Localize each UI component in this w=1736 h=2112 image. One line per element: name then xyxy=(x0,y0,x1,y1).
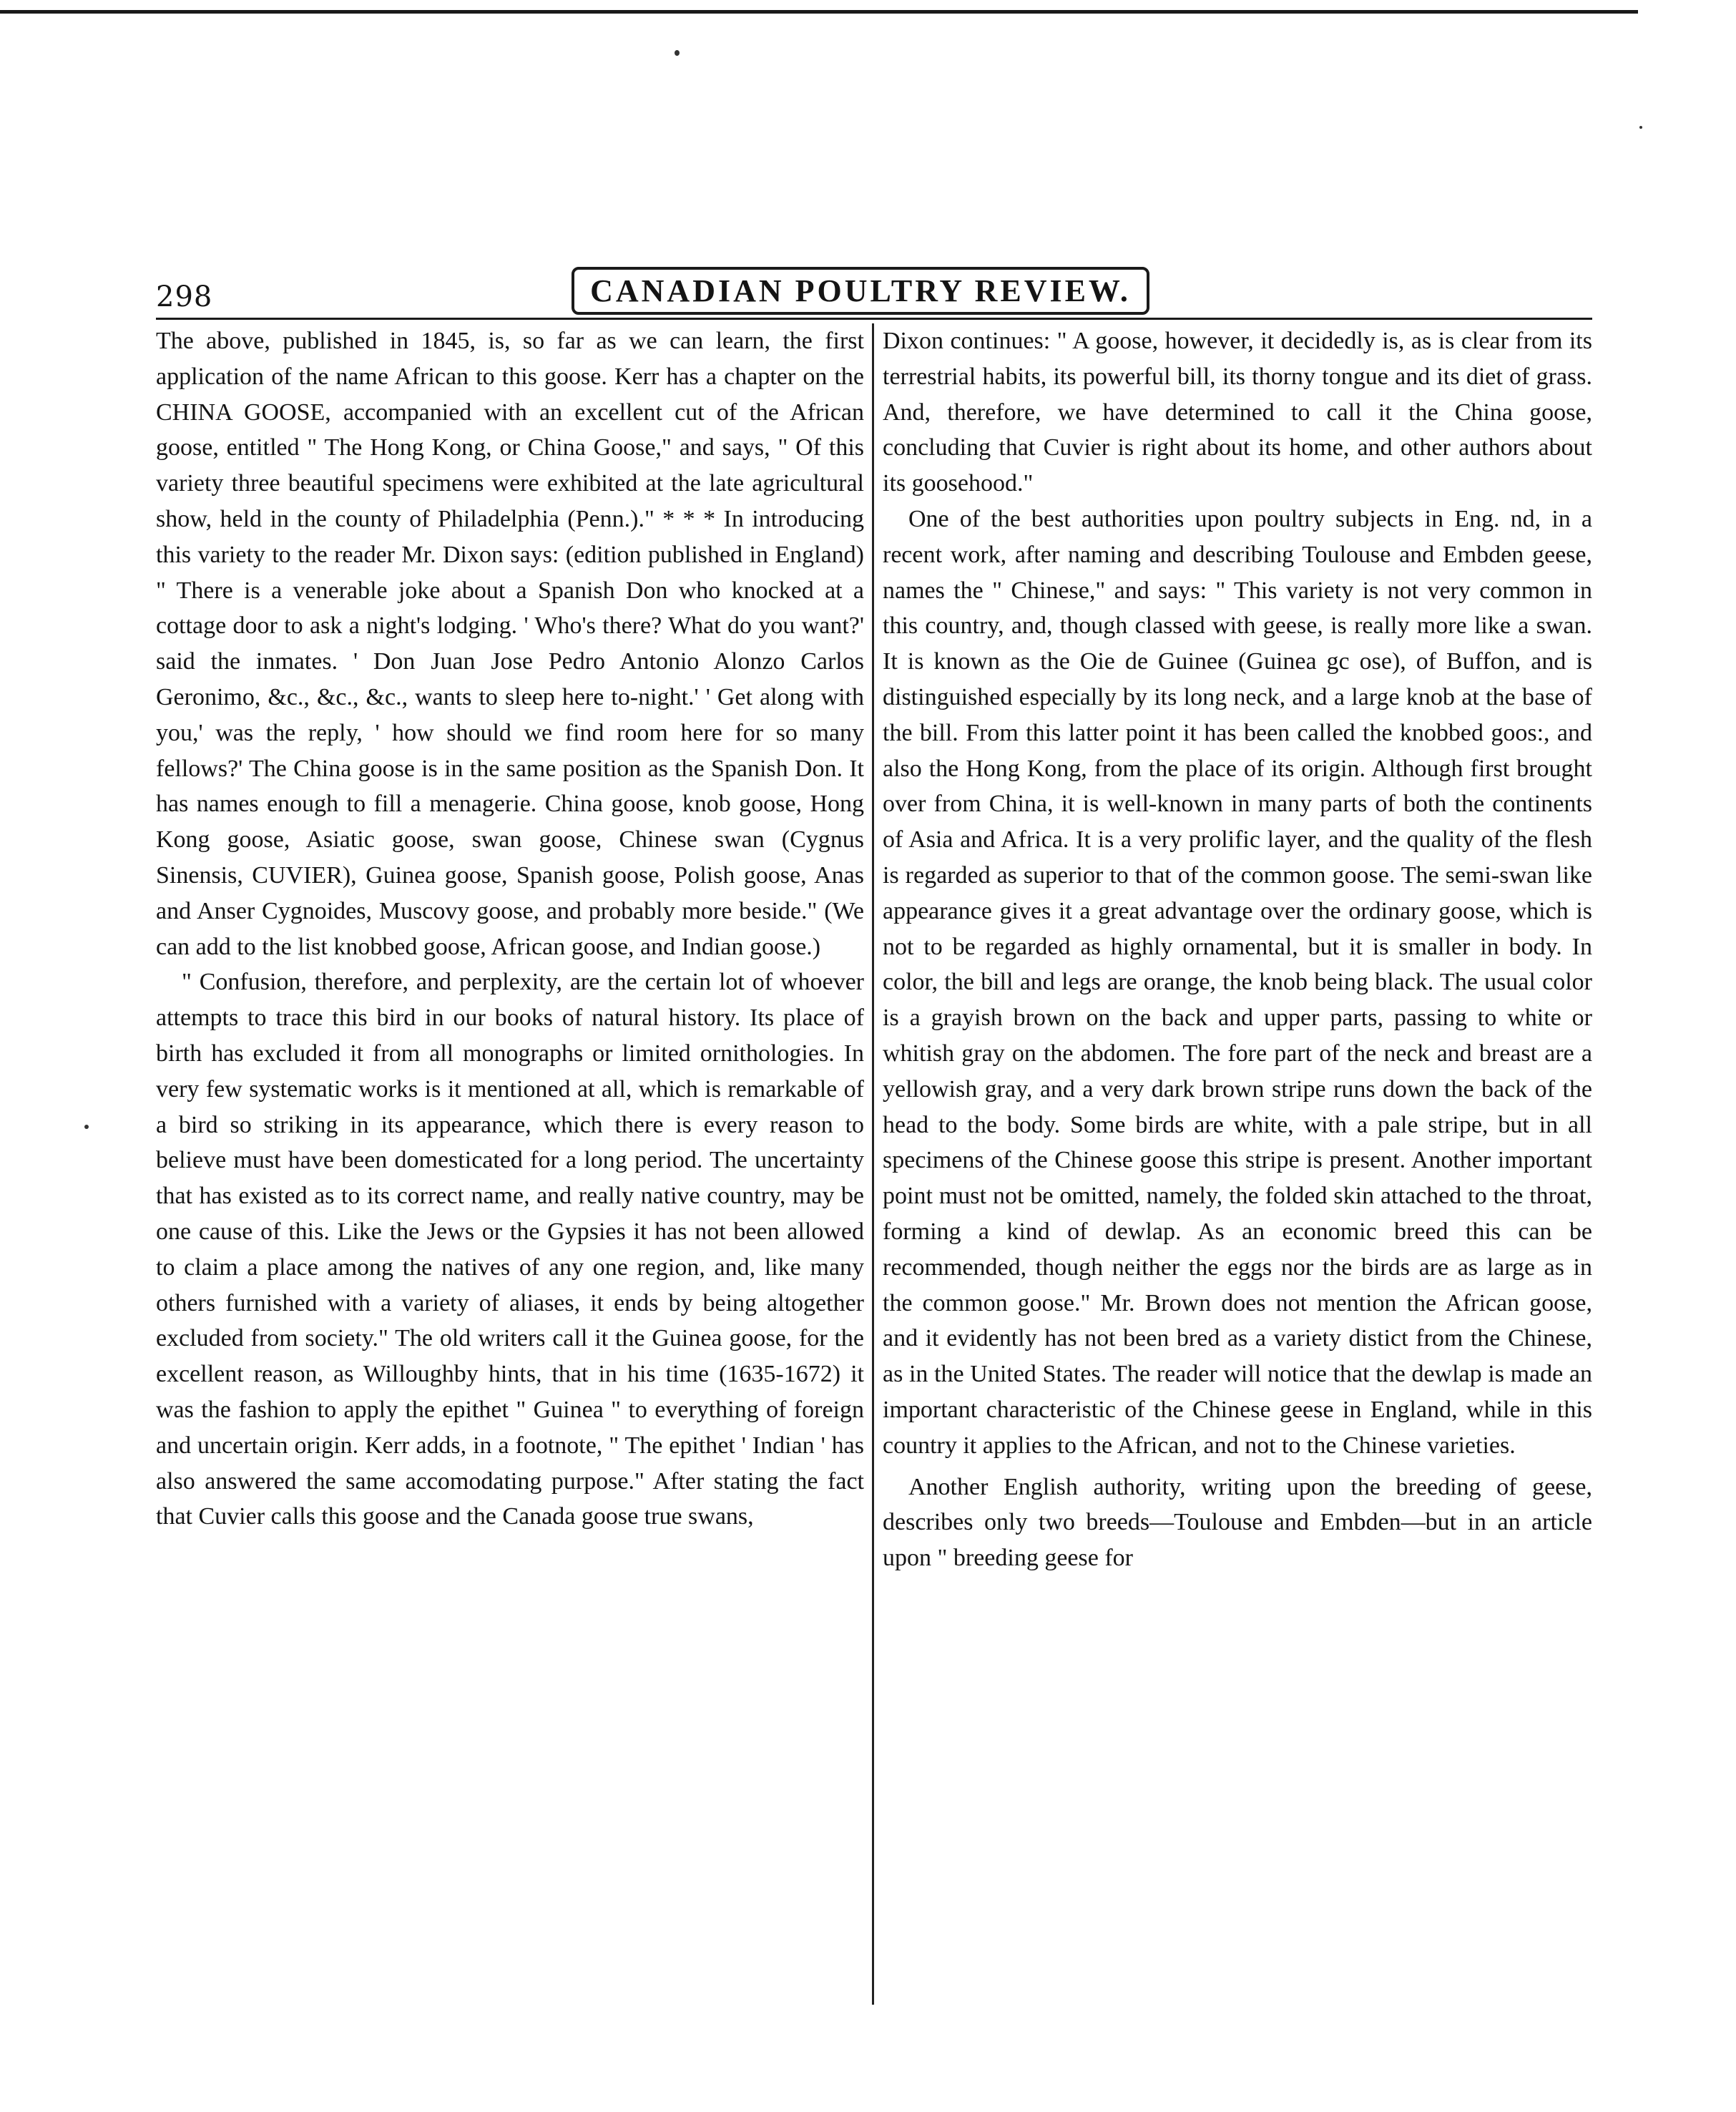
masthead-title: CANADIAN POULTRY REVIEW. xyxy=(572,267,1149,315)
paragraph: One of the best authorities upon poultry subjects in Eng. nd, in a recent work, after naming and describing Toulouse and Embden geese, names the " Chinese," and says: " This variety is not very common in this country, and, though classed with geese, is really more like a swan. It is known as the Oie de Guinee (Guinea gc ose), of Buffon, and is distinguished especially by its long neck, and a large knob at the base of the bill. From this latter point it has been called the knobbed goos:, and also the Hong Kong, from the place of its origin. Although first brought over from China, it is well-known in many parts of both the continents of Asia and Africa. It is a very prolific layer, and the quality of the flesh is regarded as superior to that of the common goose. The semi-swan like appearance gives it a great advantage over the ordinary goose, which is not to be regarded as highly ornamental, but it is smaller in body. In color, the bill and legs are orange, the knob being black. The usual color is a grayish brown on the back and upper parts, passing to white or whitish gray on the abdomen. The fore part of the neck and breast are a yellowish gray, and a very dark brown stripe runs down the back of the head to the body. Some birds are white, with a pale stripe, but in all specimens of the Chinese goose this stripe is present. Another important point must not be omitted, namely, the folded skin attached to the throat, forming a kind of dewlap. As an economic breed this can be recommended, though neither the eggs nor the birds are as large as in the common goose." Mr. Brown does not mention the African goose, and it evidently has not been bred as a variety distict from the Chinese, as in the United States. The reader will notice that the dewlap is made an important characteristic of the Chinese geese in England, while in this country it applies to the African, and not to the Chinese varieties. xyxy=(883,505,1592,1459)
left-column xyxy=(156,323,864,2005)
top-border-rule xyxy=(0,10,1638,14)
paragraph: Dixon continues: " A goose, however, it decidedly is, as is clear from its terrestrial habits, its powerful bill, its thorny tongue and its diet of grass. And, therefore, we have determined to call it the China goose, concluding that Cuvier is right about its home, and other authors about its goosehood." xyxy=(883,328,1592,497)
paragraph: Another English authority, writing upon the breeding of geese, describes only two breeds—Toulouse and Embden—but in an article upon " breeding geese for xyxy=(883,1473,1592,1572)
header-rule xyxy=(156,318,1592,320)
column-divider xyxy=(872,323,874,2005)
print-speck xyxy=(84,1125,89,1129)
page-number: 298 xyxy=(156,280,213,313)
print-speck xyxy=(1639,126,1642,129)
print-speck xyxy=(675,50,680,56)
paragraph: The above, published in 1845, is, so far as we can learn, the first application of the name African to this goose. Kerr has a chapter on the CHINA GOOSE, accompanied with an excellent cut of the African goose, entitled " The Hong Kong, or China Goose," and says, " Of this variety three beautiful specimens were exhibited at the late agricultural show, held in the county of Philadelphia (Penn.)." * * * In introducing this variety to the reader Mr. Dixon says: (edition published in England) " There is a venerable joke about a Spanish Don who knocked at a cottage door to ask a night's lodging. ' Who's there? What do you want?' said the inmates. ' Don Juan Jose Pedro Antonio Alonzo Carlos Geronimo, &c., &c., &c., wants to sleep here to-night.' ' Get along with you,' was the reply, ' how should we find room here for so many fellows?' The China goose is in the same position as the Spanish Don. It has names enough to fill a menagerie. China goose, knob goose, Hong Kong goose, Asiatic goose, swan goose, Chinese swan (Cygnus Sinensis, CUVIER), Guinea goose, Spanish goose, Polish goose, Anas and Anser Cygnoides, Muscovy goose, and probably more beside." (We can add to the list knobbed goose, African goose, and Indian goose.) xyxy=(156,328,864,960)
masthead xyxy=(590,259,1131,322)
paragraph: " Confusion, therefore, and perplexity, are the certain lot of whoever attempts to trace this bird in our books of natural history. Its place of birth has excluded it from all monographs or limited ornithologies. In very few systematic works is it mentioned at all, which is remarkable of a bird so striking in its appearance, which there is every reason to believe must have been domesticated for a long period. The uncertainty that has existed as to its correct name, and really native country, may be one cause of this. Like the Jews or the Gypsies it has not been allowed to claim a place among the natives of any one region, and, like many others furnished with a variety of aliases, it ends by being altogether excluded from society." The old writers call it the Guinea goose, for the excellent reason, as Willoughby hints, that in his time (1635-1672) it was the fashion to apply the epithet " Guinea " to everything of foreign and uncertain origin. Kerr adds, in a footnote, " The epithet ' Indian ' has also answered the same accomodating purpose." After stating the fact that Cuvier calls this goose and the Canada goose true swans, xyxy=(156,969,864,1530)
right-column xyxy=(883,323,1592,2005)
